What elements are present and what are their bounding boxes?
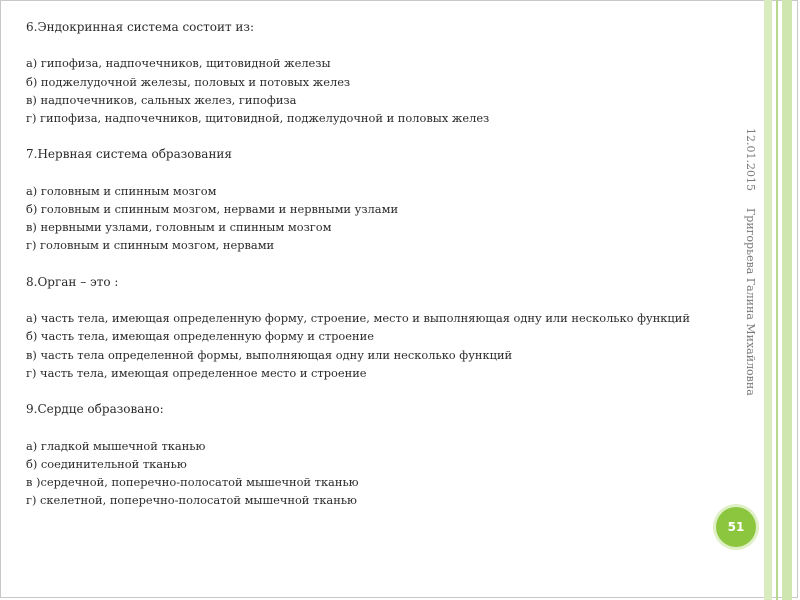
answer-option: в) часть тела определенной формы, выполняющая одну или несколько функций	[26, 347, 513, 362]
question-title: 9.Сердце образовано:	[26, 402, 164, 417]
answer-option: г) гипофиза, надпочечников, щитовидной, поджелудочной и половых желез	[26, 111, 490, 125]
decorative-side-bar	[764, 0, 772, 600]
answer-option: г) головным и спинным мозгом, нервами	[26, 238, 275, 253]
answer-option: а) гипофиза, надпочечников, щитовидной железы	[26, 56, 331, 71]
answer-option: в) надпочечников, сальных желез, гипофиза	[26, 92, 297, 107]
answer-option: г) часть тела, имеющая определенное место и строение	[26, 365, 367, 380]
answer-option: б) часть тела, имеющая определенную форму и строение	[26, 329, 374, 344]
slide-date: 12.01.2015	[744, 128, 757, 191]
answer-option: а) часть тела, имеющая определенную форму, строение, место и выполняющая одну или несколько функций	[26, 311, 690, 326]
answer-option: в) нервными узлами, головным и спинным мозгом	[26, 220, 332, 235]
answer-option: б) поджелудочной железы, половых и потовых желез	[26, 74, 351, 89]
question-title: 7.Нервная система образования	[26, 147, 233, 162]
question-title: 8.Орган – это :	[26, 274, 119, 289]
quiz-content	[26, 18, 726, 509]
answer-option: в )сердечной, поперечно-полосатой мышечной тканью	[26, 474, 359, 489]
decorative-side-line	[776, 0, 778, 600]
answer-option: г) скелетной, поперечно-полосатой мышечной тканью	[26, 493, 357, 508]
answer-option: а) гладкой мышечной тканью	[26, 438, 206, 453]
page-number-badge: 51	[716, 507, 756, 547]
answer-option: б) соединительной тканью	[26, 456, 187, 471]
slide-author: Григорьева Галина Михайловна	[744, 208, 757, 396]
question-title: 6.Эндокринная система состоит из:	[26, 20, 255, 34]
answer-option: а) головным и спинным мозгом	[26, 183, 217, 198]
answer-option: б) головным и спинным мозгом, нервами и нервными узлами	[26, 201, 399, 216]
decorative-side-stripe	[782, 0, 792, 600]
